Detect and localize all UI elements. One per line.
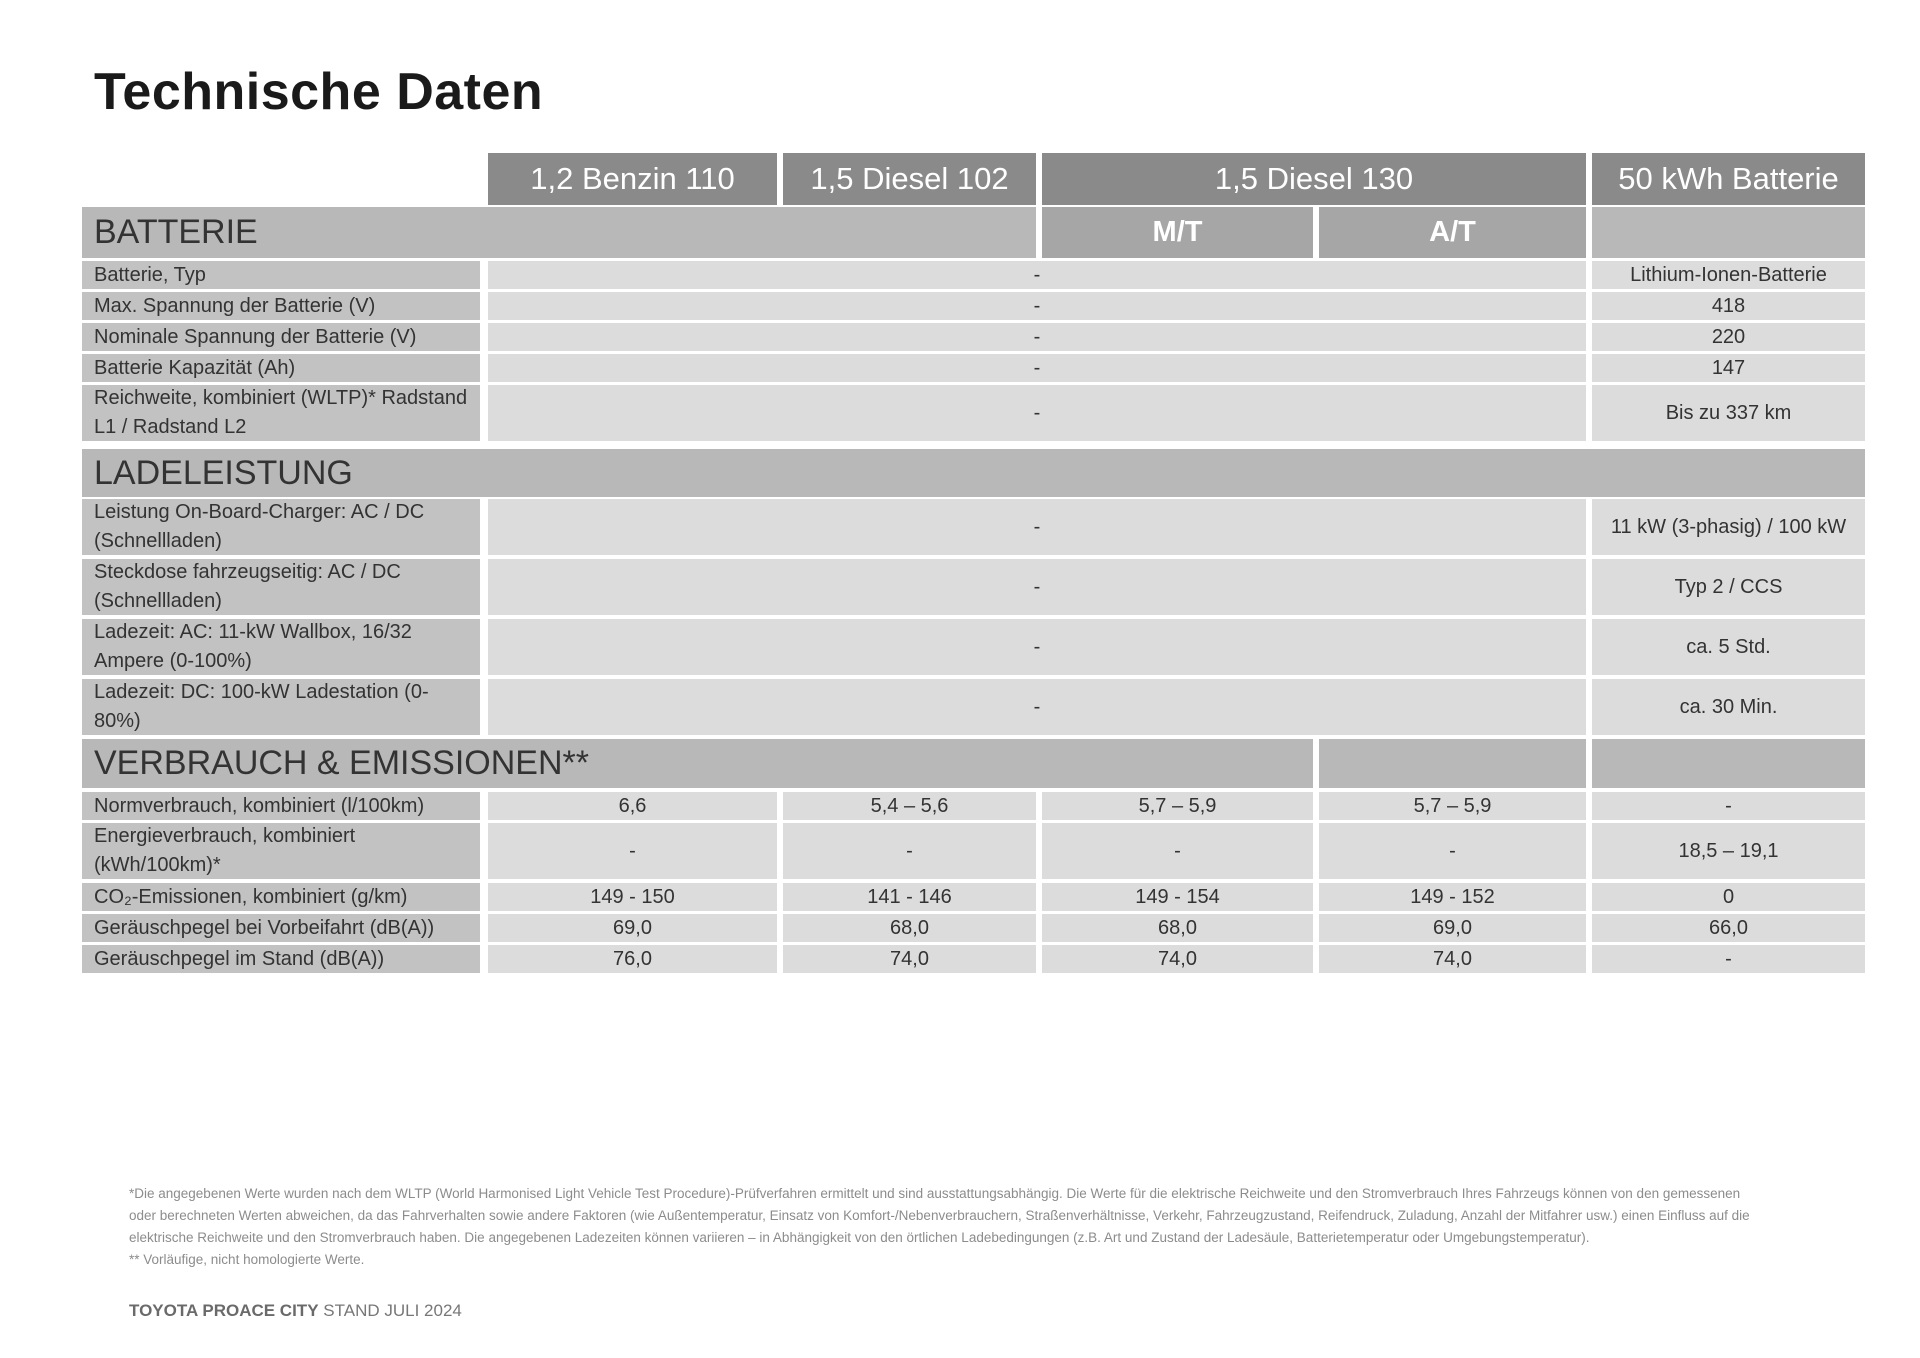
value-battery-50kwh: - xyxy=(1592,792,1865,820)
row-label: Nominale Spannung der Batterie (V) xyxy=(82,323,480,351)
value-diesel-130-mt: 74,0 xyxy=(1042,945,1313,973)
value-diesel-130-at: - xyxy=(1319,823,1586,879)
combustion-value: - xyxy=(488,261,1586,289)
value-benzin-110: 69,0 xyxy=(488,914,777,942)
row-label: Batterie, Typ xyxy=(82,261,480,289)
value-diesel-130-mt: 68,0 xyxy=(1042,914,1313,942)
value-benzin-110: - xyxy=(488,823,777,879)
brand-line xyxy=(129,1301,462,1321)
brand-model: TOYOTA PROACE CITY xyxy=(129,1301,319,1320)
value-diesel-130-at: 5,7 – 5,9 xyxy=(1319,792,1586,820)
value-diesel-102: 141 - 146 xyxy=(783,883,1036,911)
ev-value: ca. 5 Std. xyxy=(1592,619,1865,675)
column-header-diesel-130: 1,5 Diesel 130 xyxy=(1042,153,1586,205)
combustion-value: - xyxy=(488,385,1586,441)
ev-value: 11 kW (3-phasig) / 100 kW xyxy=(1592,499,1865,555)
value-diesel-102: 5,4 – 5,6 xyxy=(783,792,1036,820)
value-battery-50kwh: - xyxy=(1592,945,1865,973)
value-diesel-130-at: 74,0 xyxy=(1319,945,1586,973)
value-benzin-110: 76,0 xyxy=(488,945,777,973)
value-diesel-130-mt: 149 - 154 xyxy=(1042,883,1313,911)
subheader-automatic-transmission: A/T xyxy=(1319,207,1586,258)
value-battery-50kwh: 18,5 – 19,1 xyxy=(1592,823,1865,879)
value-benzin-110: 6,6 xyxy=(488,792,777,820)
ev-value: Lithium-Ionen-Batterie xyxy=(1592,261,1865,289)
value-diesel-130-at: 69,0 xyxy=(1319,914,1586,942)
row-label: Geräuschpegel bei Vorbeifahrt (dB(A)) xyxy=(82,914,480,942)
section-header-filler xyxy=(1592,207,1865,258)
ev-value: 220 xyxy=(1592,323,1865,351)
section-header-ladeleistung: LADELEISTUNG xyxy=(82,449,1865,497)
ev-value: Bis zu 337 km xyxy=(1592,385,1865,441)
row-label: Ladezeit: DC: 100-kW Ladestation (0-80%) xyxy=(82,679,480,735)
row-label: Max. Spannung der Batterie (V) xyxy=(82,292,480,320)
section-header-verbrauch-emissionen: VERBRAUCH & EMISSIONEN** xyxy=(82,739,1313,788)
column-header-diesel-102: 1,5 Diesel 102 xyxy=(783,153,1036,205)
column-header-battery-50kwh: 50 kWh Batterie xyxy=(1592,153,1865,205)
row-label: Geräuschpegel im Stand (dB(A)) xyxy=(82,945,480,973)
page-title: Technische Daten xyxy=(94,63,544,121)
ev-value: 418 xyxy=(1592,292,1865,320)
value-battery-50kwh: 66,0 xyxy=(1592,914,1865,942)
combustion-value: - xyxy=(488,292,1586,320)
combustion-value: - xyxy=(488,619,1586,675)
row-label: Steckdose fahrzeugseitig: AC / DC (Schnellladen) xyxy=(82,559,480,615)
value-diesel-102: 74,0 xyxy=(783,945,1036,973)
value-battery-50kwh: 0 xyxy=(1592,883,1865,911)
combustion-value: - xyxy=(488,499,1586,555)
section-header-filler xyxy=(1319,739,1586,788)
combustion-value: - xyxy=(488,323,1586,351)
value-diesel-130-mt: - xyxy=(1042,823,1313,879)
combustion-value: - xyxy=(488,559,1586,615)
subheader-manual-transmission: M/T xyxy=(1042,207,1313,258)
row-label: Ladezeit: AC: 11-kW Wallbox, 16/32 Ampere (0-100%) xyxy=(82,619,480,675)
footnote-preliminary: ** Vorläufige, nicht homologierte Werte. xyxy=(129,1252,365,1267)
section-header-filler xyxy=(1592,739,1865,788)
row-label: Normverbrauch, kombiniert (l/100km) xyxy=(82,792,480,820)
value-diesel-130-at: 149 - 152 xyxy=(1319,883,1586,911)
value-benzin-110: 149 - 150 xyxy=(488,883,777,911)
section-header-batterie: BATTERIE xyxy=(82,207,1036,258)
row-label: Energieverbrauch, kombiniert (kWh/100km)* xyxy=(82,823,480,879)
row-label: CO₂-Emissionen, kombiniert (g/km) xyxy=(82,883,480,911)
value-diesel-102: 68,0 xyxy=(783,914,1036,942)
combustion-value: - xyxy=(488,354,1586,382)
column-header-benzin-110: 1,2 Benzin 110 xyxy=(488,153,777,205)
row-label: Batterie Kapazität (Ah) xyxy=(82,354,480,382)
ev-value: 147 xyxy=(1592,354,1865,382)
ev-value: ca. 30 Min. xyxy=(1592,679,1865,735)
value-diesel-102: - xyxy=(783,823,1036,879)
brand-status: STAND JULI 2024 xyxy=(323,1301,462,1320)
ev-value: Typ 2 / CCS xyxy=(1592,559,1865,615)
footnote-wltp: *Die angegebenen Werte wurden nach dem WLTP (World Harmonised Light Vehicle Test Procedure)-Prüfverfahren ermittelt und sind ausstattungsabhängig. Die Werte für die elektrische Reichweite und den Stromverbrauch Ihres Fahrzeugs können von den gemessenen oder berechneten Werten abweichen, da das Fahrverhalten sowie andere Faktoren (wie Außentemperatur, Einsatz von Komfort-/Nebenverbrauchern, Straßenverhältnisse, Verkehr, Fahrzeugzustand, Reifendruck, Zuladung, Anzahl der Mitfahrer usw.) einen Einfluss auf die elektrische Reichweite und den Stromverbrauch haben. Die angegebenen Ladezeiten können variieren – in Abhängigkeit von den örtlichen Ladebedingungen (z.B. Art und Zustand der Ladesäule, Batterietemperatur oder Umgebungstemperatur). xyxy=(129,1186,1750,1245)
row-label: Reichweite, kombiniert (WLTP)* Radstand L1 / Radstand L2 xyxy=(82,385,480,441)
row-label: Leistung On-Board-Charger: AC / DC (Schnellladen) xyxy=(82,499,480,555)
value-diesel-130-mt: 5,7 – 5,9 xyxy=(1042,792,1313,820)
combustion-value: - xyxy=(488,679,1586,735)
footnote xyxy=(129,1183,1769,1271)
